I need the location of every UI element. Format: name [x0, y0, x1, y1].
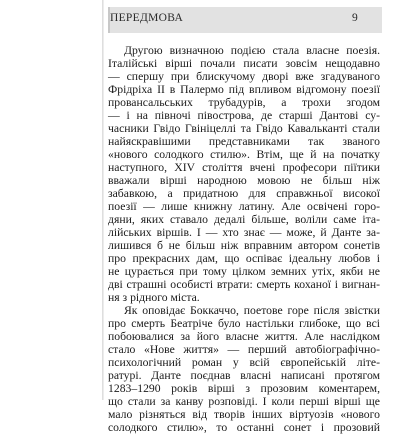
text-line: забавкою, а придатною для справжньої високої: [108, 187, 380, 200]
page-gutter-edge: [102, 0, 104, 400]
text-line: найяскравішими представниками так званого: [108, 135, 380, 148]
text-line: Другою визначною подією стала власне поезія.: [124, 44, 380, 57]
text-line: Італійські вірші почали писати зовсім нещодавно: [108, 57, 380, 70]
text-line: 1283–1290 років вірші з прозовим коментарем,: [108, 382, 380, 395]
text-line: не цурається при тому цілком земних утіх, якби не: [108, 265, 380, 278]
text-line: лійських віршів. І — хто знає — може, й Данте за-: [108, 226, 380, 239]
text-line: Фрідріха II в Палермо під впливом відгомону поезії: [108, 83, 380, 96]
text-line: вважали вірші народною мовою не більш ніж: [108, 174, 380, 187]
body-text: [108, 44, 380, 434]
text-line: про прекрасних дам, що оспіває ідеальну любов і: [108, 252, 380, 265]
text-line: що стали за канву розповіді. І коли перші вірші ще: [108, 395, 380, 408]
text-line: дяни, яких ставало дедалі більше, воліли саме іта-: [108, 213, 380, 226]
text-line: — і на півночі півострова, де старші Дантові су-: [108, 109, 380, 122]
page-number: 9: [352, 12, 358, 24]
text-line: про смерть Беатріче було настільки глибоке, що всі: [108, 317, 380, 330]
text-line: побоювалися за його власне життя. Але наслідком: [108, 330, 380, 343]
text-line: наступного, XIV століття вчені професори піїтики: [108, 161, 380, 174]
text-line: ня з рідного міста.: [108, 291, 200, 304]
text-line: дві страшні особисті втрати: смерть коханої і вигнан-: [108, 278, 380, 291]
text-line: стало «Нове життя» — перший автобіографічно-: [108, 343, 380, 356]
text-line: лишився б не більш ніж вправним автором сонетів: [108, 239, 380, 252]
text-line: часники Гвідо Гвініцеллі та Гвідо Кавальканті стали: [108, 122, 380, 135]
text-line: «нового солодкого стилю». Втім, ще й на початку: [108, 148, 380, 161]
running-head-title: ПЕРЕДМОВА: [110, 12, 184, 24]
text-line: — спершу при блискучому дворі вже згадуваного: [108, 70, 380, 83]
text-line: солодкого стилю», то останні сонет і прозовий: [108, 421, 380, 434]
text-line: провансальських трубадурів, а трохи згодом: [108, 96, 380, 109]
text-line: мало різняться від творів інших віртуозів «нового: [108, 408, 380, 421]
text-line: ратурі. Данте поєднав власні написані протягом: [108, 369, 380, 382]
text-line: Як оповідає Боккаччо, поетове горе після звістки: [124, 304, 380, 317]
text-line: поезії — лише книжну латину. Але освічені горо-: [108, 200, 380, 213]
text-line: психологічний роман у всій європейській літе-: [108, 356, 380, 369]
